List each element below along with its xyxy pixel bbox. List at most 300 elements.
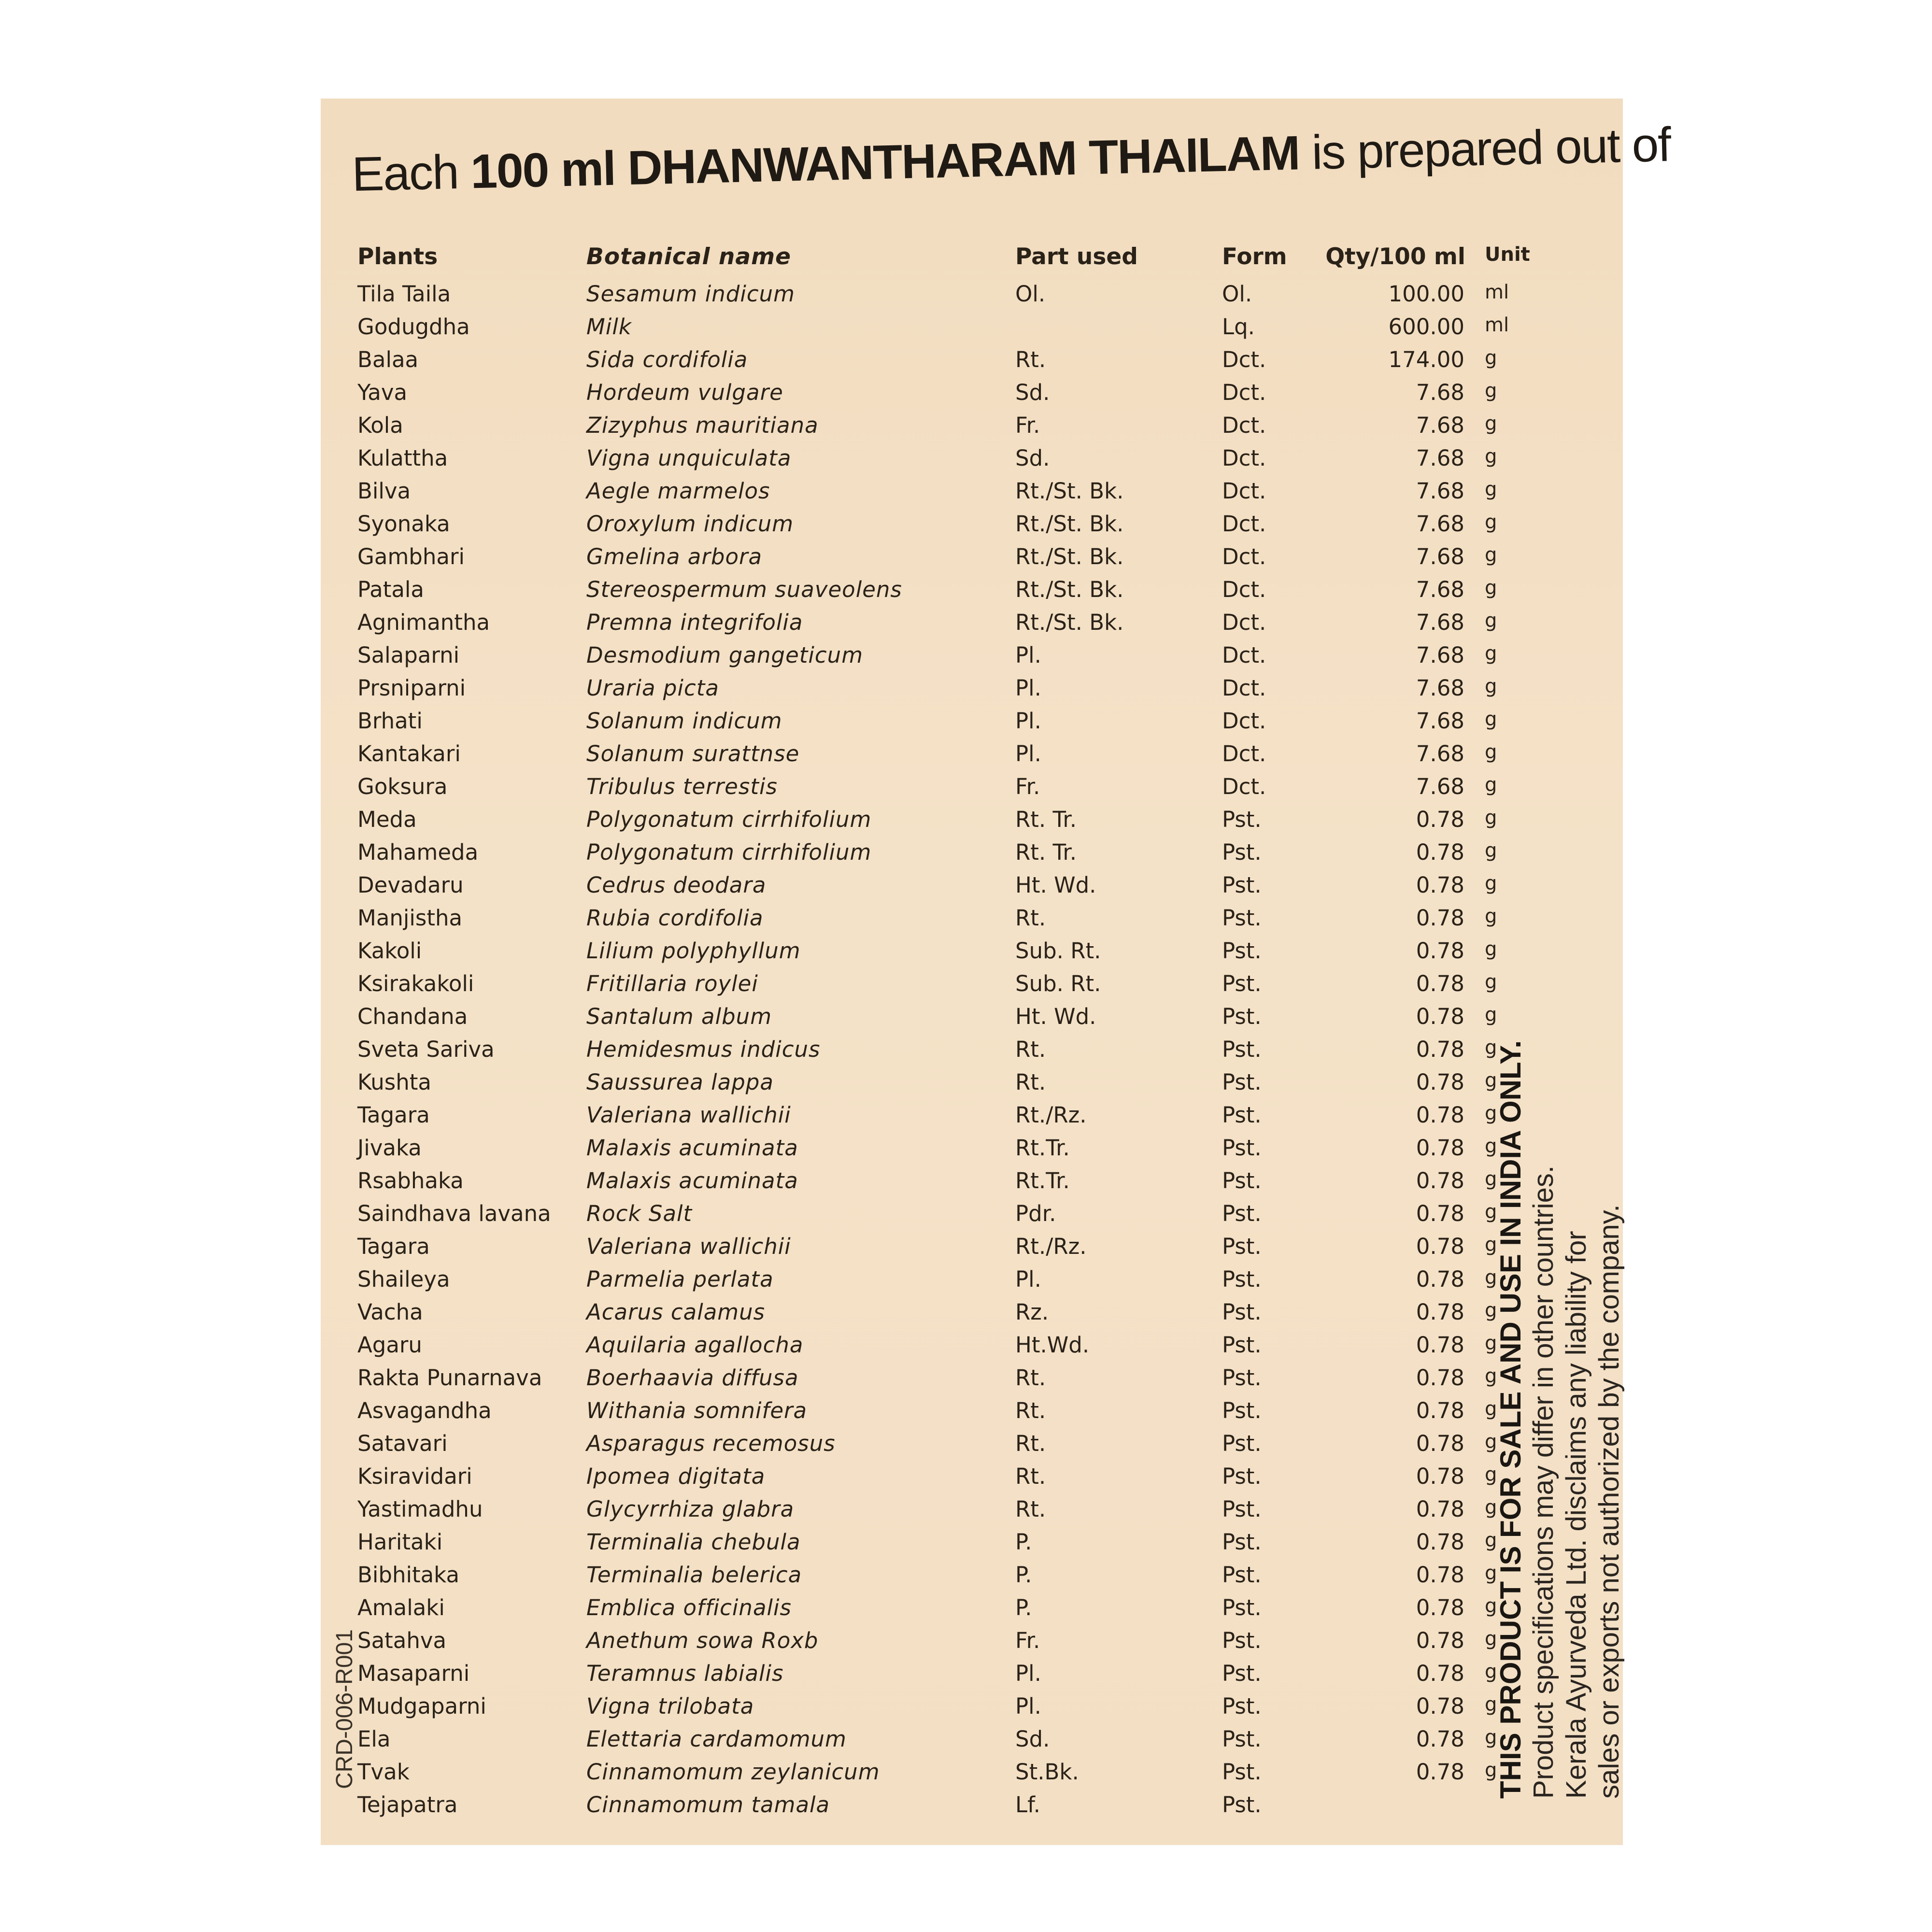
cell-form: Dct. [1222,610,1266,635]
cell-unit: g [1485,971,1497,993]
cell-botanical-name: Premna integrifolia [586,610,803,635]
cell-unit: g [1485,1037,1497,1059]
table-row [321,1069,1499,1102]
table-row [321,610,1499,642]
table-row [321,708,1499,741]
cell-botanical-name: Anethum sowa Roxb [586,1628,819,1653]
notice-line-3: Kerala Ayurveda Ltd. disclaims any liability for [1561,1231,1592,1799]
table-row [321,1234,1499,1266]
table-row [321,1332,1499,1365]
cell-qty: 0.78 [1416,1529,1464,1555]
cell-unit: g [1485,1726,1497,1748]
cell-part-used: Rt. [1015,1069,1046,1095]
cell-qty: 0.78 [1416,1299,1464,1325]
cell-qty: 0.78 [1416,1759,1464,1785]
cell-unit: g [1485,380,1497,402]
cell-botanical-name: Terminalia chebula [586,1529,801,1555]
table-row [321,1201,1499,1234]
cell-botanical-name: Withania somnifera [586,1398,808,1423]
cell-form: Pst. [1222,1792,1262,1818]
cell-unit: ml [1485,314,1509,336]
cell-form: Pst. [1222,1661,1262,1686]
cell-botanical-name: Solanum surattnse [586,741,800,767]
cell-plant: Manjistha [357,905,463,931]
table-row [321,741,1499,774]
cell-form: Dct. [1222,511,1266,537]
cell-form: Pst. [1222,1266,1262,1292]
cell-botanical-name: Oroxylum indicum [586,511,794,537]
cell-plant: Kola [357,412,403,438]
cell-unit: g [1485,1234,1497,1256]
cell-part-used: Sd. [1015,445,1050,471]
cell-botanical-name: Terminalia belerica [586,1562,802,1588]
cell-plant: Devadaru [357,872,464,898]
cell-part-used: Rt. [1015,1463,1046,1489]
table-row [321,1135,1499,1168]
cell-part-used: Rt. Tr. [1015,839,1077,865]
cell-qty: 0.78 [1416,1693,1464,1719]
cell-qty: 7.68 [1416,511,1464,537]
cell-form: Pst. [1222,971,1262,996]
cell-form: Pst. [1222,1365,1262,1391]
cell-plant: Brhati [357,708,423,734]
cell-unit: g [1485,708,1497,730]
cell-plant: Haritaki [357,1529,443,1555]
cell-qty: 0.78 [1416,872,1464,898]
cell-qty: 0.78 [1416,807,1464,832]
cell-form: Pst. [1222,872,1262,898]
cell-plant: Salaparni [357,642,460,668]
cell-plant: Rsabhaka [357,1168,464,1193]
cell-plant: Agaru [357,1332,422,1358]
cell-part-used: Rt. [1015,905,1046,931]
table-row [321,938,1499,971]
cell-plant: Rakta Punarnava [357,1365,542,1391]
notice-line-2: Product specifications may differ in other countries. [1528,1165,1559,1799]
table-row [321,1726,1499,1759]
table-row [321,1431,1499,1463]
cell-unit: g [1485,1529,1497,1551]
cell-part-used: Pl. [1015,642,1041,668]
cell-form: Pst. [1222,1628,1262,1653]
cell-qty: 0.78 [1416,1201,1464,1226]
cell-qty: 7.68 [1416,412,1464,438]
cell-plant: Kulattha [357,445,448,471]
cell-qty: 0.78 [1416,1365,1464,1391]
cell-botanical-name: Acarus calamus [586,1299,766,1325]
cell-form: Dct. [1222,741,1266,767]
cell-plant: Gambhari [357,544,465,569]
cell-plant: Mahameda [357,839,479,865]
cell-botanical-name: Santalum album [586,1004,772,1029]
header-form: Form [1222,243,1287,270]
cell-part-used: Fr. [1015,1628,1040,1653]
cell-botanical-name: Boerhaavia diffusa [586,1365,799,1391]
cell-qty: 0.78 [1416,1398,1464,1423]
cell-plant: Ksiravidari [357,1463,472,1489]
cell-qty: 0.78 [1416,938,1464,964]
cell-botanical-name: Vigna trilobata [586,1693,754,1719]
cell-unit: g [1485,741,1497,763]
cell-unit: g [1485,610,1497,632]
cell-qty: 0.78 [1416,1726,1464,1752]
header-qty: Qty/100 ml [1325,243,1465,270]
cell-part-used: Ol. [1015,281,1046,307]
cell-qty: 174.00 [1388,347,1464,372]
cell-botanical-name: Cedrus deodara [586,872,767,898]
cell-unit: g [1485,1398,1497,1420]
cell-unit: g [1485,1759,1497,1781]
heading-suffix: is prepared out of [1298,117,1671,180]
sale-notice [1494,1040,1626,1799]
table-row [321,807,1499,839]
cell-botanical-name: Stereospermum suaveolens [586,577,902,602]
table-row [321,1595,1499,1628]
cell-form: Dct. [1222,445,1266,471]
cell-plant: Kushta [357,1069,431,1095]
cell-qty: 7.68 [1416,380,1464,405]
cell-form: Dct. [1222,642,1266,668]
table-row [321,1792,1499,1825]
cell-form: Pst. [1222,1431,1262,1456]
table-row [321,1463,1499,1496]
table-row [321,1529,1499,1562]
cell-qty: 0.78 [1416,1168,1464,1193]
cell-form: Pst. [1222,1463,1262,1489]
heading-prefix: Each [351,144,471,202]
cell-plant: Chandana [357,1004,468,1029]
table-row [321,642,1499,675]
cell-part-used: Rt./Rz. [1015,1234,1087,1259]
product-label [321,99,1671,1845]
cell-qty: 0.78 [1416,1332,1464,1358]
header-unit: Unit [1485,243,1530,266]
cell-plant: Syonaka [357,511,450,537]
cell-unit: g [1485,1595,1497,1617]
cell-botanical-name: Hordeum vulgare [586,380,783,405]
cell-plant: Vacha [357,1299,423,1325]
cell-qty: 7.68 [1416,675,1464,701]
cell-part-used: Rt. [1015,347,1046,372]
cell-unit: g [1485,1463,1497,1486]
heading-quantity: 100 ml [470,141,616,199]
cell-part-used: Rt./St. Bk. [1015,577,1124,602]
cell-botanical-name: Glycyrrhiza glabra [586,1496,795,1522]
heading-product-name: DHANWANTHARAM THAILAM [627,126,1300,196]
cell-plant: Godugdha [357,314,470,340]
cell-plant: Jivaka [357,1135,422,1161]
cell-botanical-name: Hemidesmus indicus [586,1037,821,1062]
cell-unit: g [1485,1102,1497,1124]
cell-part-used: Rt./St. Bk. [1015,478,1124,504]
cell-qty: 0.78 [1416,971,1464,996]
cell-botanical-name: Vigna unquiculata [586,445,792,471]
cell-qty: 0.78 [1416,1496,1464,1522]
cell-qty: 0.78 [1416,1102,1464,1128]
table-row [321,1365,1499,1398]
cell-form: Pst. [1222,839,1262,865]
cell-botanical-name: Fritillaria roylei [586,971,758,996]
cell-unit: g [1485,872,1497,895]
cell-plant: Sveta Sariva [357,1037,495,1062]
cell-form: Dct. [1222,675,1266,701]
cell-botanical-name: Parmelia perlata [586,1266,774,1292]
cell-form: Pst. [1222,1069,1262,1095]
cell-form: Lq. [1222,314,1255,340]
cell-part-used: Rt./Rz. [1015,1102,1087,1128]
cell-plant: Yastimadhu [357,1496,483,1522]
table-row [321,971,1499,1004]
cell-plant: Tejapatra [357,1792,458,1818]
cell-unit: g [1485,511,1497,533]
cell-part-used: P. [1015,1562,1032,1588]
cell-plant: Tvak [357,1759,410,1785]
cell-plant: Kantakari [357,741,461,767]
cell-qty: 0.78 [1416,1661,1464,1686]
table-row [321,1628,1499,1661]
cell-plant: Goksura [357,774,448,799]
cell-qty: 0.78 [1416,905,1464,931]
cell-botanical-name: Cinnamomum zeylanicum [586,1759,880,1785]
cell-form: Dct. [1222,544,1266,569]
cell-plant: Satahva [357,1628,447,1653]
cell-unit: g [1485,1266,1497,1289]
cell-form: Pst. [1222,1135,1262,1161]
cell-botanical-name: Sida cordifolia [586,347,748,372]
cell-part-used: Rt. [1015,1037,1046,1062]
cell-plant: Tila Taila [357,281,451,307]
ingredients-table [321,99,1623,1845]
table-row [321,774,1499,807]
cell-botanical-name: Rock Salt [586,1201,693,1226]
cell-qty: 0.78 [1416,1266,1464,1292]
cell-part-used: Ht. Wd. [1015,872,1096,898]
cell-qty: 7.68 [1416,741,1464,767]
cell-plant: Masaparni [357,1661,470,1686]
table-row [321,1004,1499,1037]
cell-qty: 0.78 [1416,1628,1464,1653]
cell-botanical-name: Ipomea digitata [586,1463,766,1489]
cell-plant: Asvagandha [357,1398,492,1423]
cell-qty: 0.78 [1416,1463,1464,1489]
cell-part-used: Sub. Rt. [1015,938,1101,964]
cell-botanical-name: Teramnus labialis [586,1661,784,1686]
cell-plant: Bibhitaka [357,1562,460,1588]
cell-part-used: Pl. [1015,741,1041,767]
cell-unit: g [1485,1661,1497,1683]
table-row [321,1266,1499,1299]
cell-part-used: Fr. [1015,412,1040,438]
table-row [321,577,1499,610]
cell-unit: g [1485,544,1497,566]
cell-part-used: Rt. [1015,1496,1046,1522]
cell-qty: 0.78 [1416,1004,1464,1029]
table-row [321,544,1499,577]
cell-unit: g [1485,807,1497,829]
cell-part-used: Pl. [1015,675,1041,701]
notice-line-4: sales or exports not authorized by the company. [1593,1204,1625,1799]
cell-form: Dct. [1222,347,1266,372]
cell-qty: 0.78 [1416,1595,1464,1620]
cell-form: Pst. [1222,1726,1262,1752]
cell-qty: 0.78 [1416,1234,1464,1259]
cell-unit: g [1485,774,1497,796]
cell-part-used: Lf. [1015,1792,1040,1818]
cell-part-used: Pl. [1015,1266,1041,1292]
cell-part-used: Ht. Wd. [1015,1004,1096,1029]
cell-part-used: Pl. [1015,1693,1041,1719]
cell-plant: Kakoli [357,938,422,964]
cell-unit: g [1485,1299,1497,1321]
cell-part-used: Pl. [1015,1661,1041,1686]
table-row [321,1496,1499,1529]
cell-part-used: Fr. [1015,774,1040,799]
table-row [321,905,1499,938]
cell-botanical-name: Asparagus recemosus [586,1431,836,1456]
cell-unit: ml [1485,281,1509,303]
table-row [321,511,1499,544]
cell-plant: Meda [357,807,417,832]
cell-form: Dct. [1222,380,1266,405]
cell-plant: Tagara [357,1234,430,1259]
cell-unit: g [1485,412,1497,435]
cell-form: Dct. [1222,412,1266,438]
table-row [321,1661,1499,1693]
cell-plant: Agnimantha [357,610,490,635]
cell-plant: Shaileya [357,1266,450,1292]
cell-botanical-name: Cinnamomum tamala [586,1792,830,1818]
cell-botanical-name: Uraria picta [586,675,719,701]
table-row [321,1759,1499,1792]
cell-form: Pst. [1222,1168,1262,1193]
cell-part-used: Rt. [1015,1431,1046,1456]
cell-form: Pst. [1222,1398,1262,1423]
table-row [321,412,1499,445]
cell-botanical-name: Lilium polyphyllum [586,938,801,964]
cell-botanical-name: Gmelina arbora [586,544,763,569]
cell-qty: 0.78 [1416,1562,1464,1588]
cell-unit: g [1485,1562,1497,1584]
header-botanical-name: Botanical name [586,243,791,270]
table-row [321,347,1499,380]
table-row [321,1168,1499,1201]
cell-part-used: Rt.Tr. [1015,1135,1070,1161]
cell-qty: 100.00 [1388,281,1464,307]
cell-qty: 7.68 [1416,642,1464,668]
cell-form: Dct. [1222,478,1266,504]
cell-form: Pst. [1222,807,1262,832]
cell-qty: 7.68 [1416,544,1464,569]
cell-part-used: Rt. [1015,1398,1046,1423]
table-row [321,445,1499,478]
label-code: CRD-006-R001 [332,1629,357,1789]
table-row [321,1398,1499,1431]
cell-unit: g [1485,1004,1497,1026]
cell-unit: g [1485,577,1497,599]
cell-botanical-name: Aquilaria agallocha [586,1332,804,1358]
cell-part-used: Rt./St. Bk. [1015,610,1124,635]
cell-form: Pst. [1222,1299,1262,1325]
cell-botanical-name: Valeriana wallichii [586,1102,791,1128]
cell-form: Dct. [1222,577,1266,602]
cell-form: Pst. [1222,1529,1262,1555]
cell-qty: 0.78 [1416,1431,1464,1456]
table-row [321,1299,1499,1332]
cell-form: Pst. [1222,1234,1262,1259]
cell-unit: g [1485,1332,1497,1354]
cell-plant: Amalaki [357,1595,445,1620]
cell-part-used: P. [1015,1529,1032,1555]
cell-unit: g [1485,1496,1497,1519]
table-row [321,478,1499,511]
cell-qty: 0.78 [1416,1069,1464,1095]
cell-part-used: Pl. [1015,708,1041,734]
cell-form: Pst. [1222,1595,1262,1620]
cell-unit: g [1485,1069,1497,1092]
cell-unit: g [1485,1365,1497,1387]
cell-part-used: Pdr. [1015,1201,1056,1226]
cell-qty: 7.68 [1416,610,1464,635]
cell-unit: g [1485,642,1497,665]
cell-botanical-name: Milk [586,314,632,340]
table-header [321,243,1530,276]
cell-plant: Bilva [357,478,411,504]
cell-botanical-name: Tribulus terrestis [586,774,778,799]
cell-qty: 7.68 [1416,577,1464,602]
cell-form: Pst. [1222,1693,1262,1719]
cell-qty: 7.68 [1416,708,1464,734]
cell-botanical-name: Sesamum indicum [586,281,795,307]
cell-form: Pst. [1222,1496,1262,1522]
cell-unit: g [1485,1201,1497,1223]
table-row [321,1693,1499,1726]
cell-plant: Yava [357,380,408,405]
cell-botanical-name: Malaxis acuminata [586,1135,798,1161]
cell-form: Ol. [1222,281,1252,307]
cell-unit: g [1485,1168,1497,1190]
cell-plant: Ksirakakoli [357,971,474,996]
cell-botanical-name: Polygonatum cirrhifolium [586,839,872,865]
cell-plant: Tagara [357,1102,430,1128]
cell-part-used: St.Bk. [1015,1759,1079,1785]
cell-part-used: P. [1015,1595,1032,1620]
cell-qty: 600.00 [1388,314,1464,340]
cell-plant: Saindhava lavana [357,1201,551,1226]
table-row [321,314,1509,347]
cell-unit: g [1485,938,1497,960]
cell-form: Pst. [1222,938,1262,964]
cell-plant: Satavari [357,1431,448,1456]
cell-part-used: Sd. [1015,1726,1050,1752]
cell-plant: Prsniparni [357,675,466,701]
notice-line-1: THIS PRODUCT IS FOR SALE AND USE IN INDIA ONLY. [1494,1040,1527,1799]
header-part-used: Part used [1015,243,1138,270]
cell-botanical-name: Malaxis acuminata [586,1168,798,1193]
cell-form: Pst. [1222,1102,1262,1128]
cell-part-used: Rt./St. Bk. [1015,544,1124,569]
cell-unit: g [1485,478,1497,500]
cell-form: Dct. [1222,774,1266,799]
cell-plant: Mudgaparni [357,1693,486,1719]
table-row [321,380,1499,412]
cell-botanical-name: Polygonatum cirrhifolium [586,807,872,832]
table-row [321,839,1499,872]
cell-part-used: Sd. [1015,380,1050,405]
cell-qty: 0.78 [1416,1135,1464,1161]
cell-plant: Ela [357,1726,391,1752]
table-row [321,1102,1499,1135]
cell-botanical-name: Elettaria cardamomum [586,1726,847,1752]
